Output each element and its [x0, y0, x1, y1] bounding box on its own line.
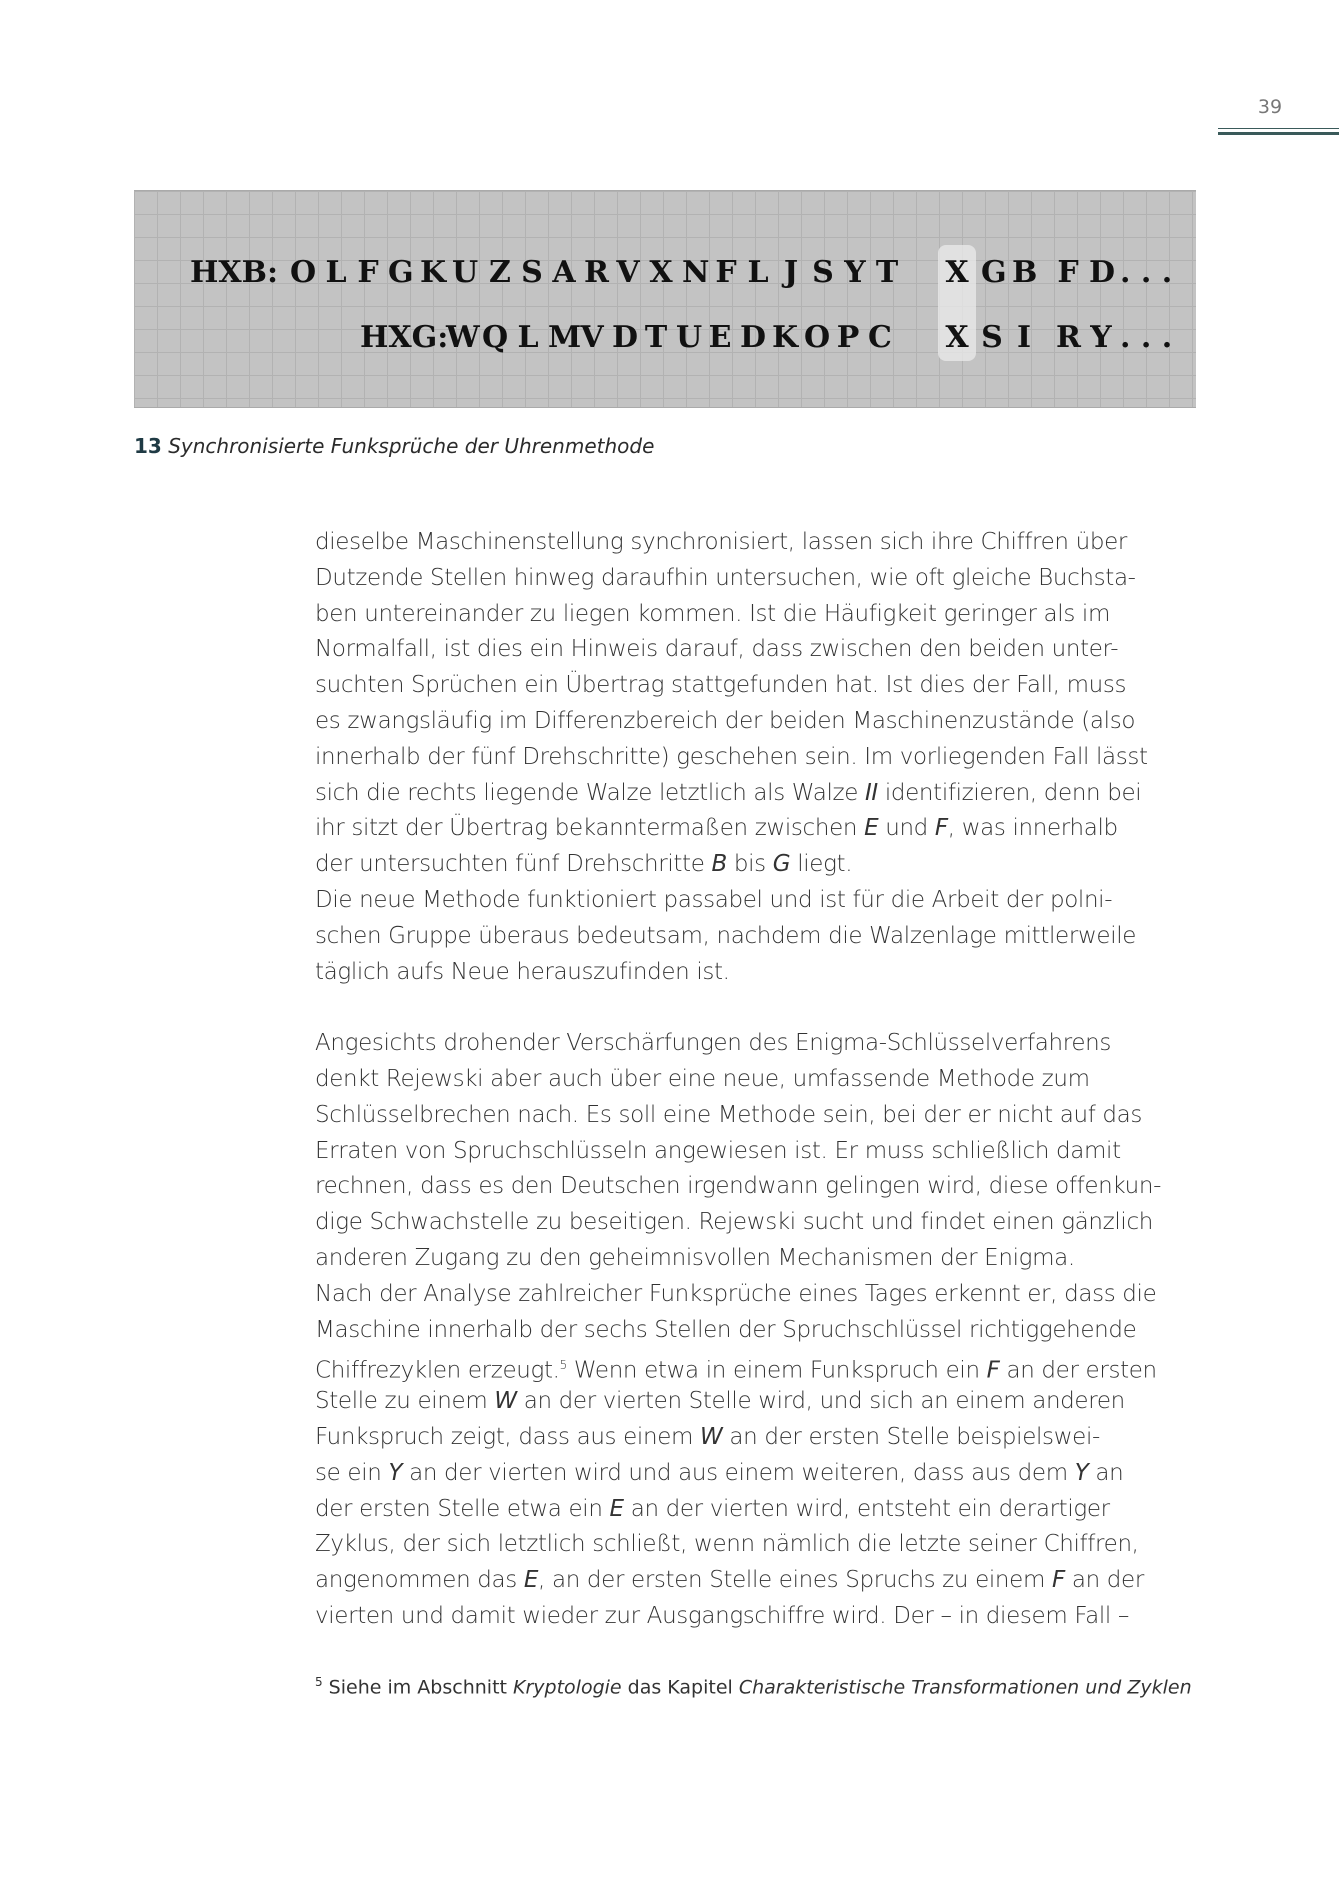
header-rule-thick [1218, 132, 1339, 135]
text-run: an der vierten wird, entsteht ein derartiger [623, 1495, 1110, 1522]
body-text [315, 525, 1215, 1635]
cipher-letter: V [616, 255, 640, 290]
text-line [315, 847, 1215, 883]
text-line: schen Gruppe überaus bedeutsam, nachdem die Walzenlage mittlerweile [315, 922, 1137, 949]
cipher-letter: J [783, 255, 799, 290]
text-line: vierten und damit wieder zur Ausgangschiffre wird. Der – in diesem Fall – [315, 1602, 1130, 1629]
cipher-letter: D [612, 320, 639, 355]
text-run: der ersten Stelle etwa ein [315, 1495, 610, 1522]
text-run: Chiffrezyklen erzeugt. [315, 1357, 560, 1384]
footnote-reference: 5 [559, 1358, 567, 1373]
italic-run: F [986, 1357, 1000, 1384]
text-line: Erraten von Spruchschlüsseln angewiesen ist. Er muss schließlich damit [315, 1137, 1121, 1164]
text-line: Die neue Methode funktioniert passabel und ist für die Arbeit der polni- [315, 886, 1113, 913]
cipher-letter: T [875, 255, 899, 290]
cipher-letter: Q [482, 320, 509, 355]
caption-title: Synchronisierte Funksprüche der Uhrenmethode [168, 434, 655, 458]
text-line: Zyklus, der sich letztlich schließt, wenn nämlich die letzte seiner Chiffren, [315, 1531, 1139, 1558]
paragraph-3 [315, 1026, 1215, 1277]
text-run: der untersuchten fünf Drehschritte [315, 851, 712, 878]
cipher-letter: P [836, 320, 860, 355]
italic-run: E [609, 1495, 624, 1522]
text-run: an der vierten wird und aus einem weiteren, dass aus dem [402, 1459, 1075, 1486]
footnote-text: das Kapitel [621, 1676, 739, 1699]
text-line [315, 1384, 1215, 1420]
italic-run: B [711, 851, 727, 878]
footnote-marker: 5 [315, 1675, 323, 1689]
text-run: , an der ersten Stelle eines Spruchs zu einem [538, 1567, 1052, 1594]
cipher-row-label: HXG: [360, 320, 449, 355]
text-line: dige Schwachstelle zu beseitigen. Rejewski sucht und findet einen gänzlich [315, 1209, 1153, 1236]
text-line [315, 1420, 1215, 1456]
cipher-letter: A [552, 255, 576, 290]
footnote-italic: Kryptologie [513, 1676, 622, 1699]
text-line: ben untereinander zu liegen kommen. Ist die Häufigkeit geringer als im [315, 600, 1111, 627]
cipher-letter: B [1012, 255, 1038, 290]
cipher-letter: . . . [1120, 255, 1173, 290]
text-run: angenommen das [315, 1567, 524, 1594]
cipher-letter: F [357, 255, 379, 290]
paragraph-gap [315, 990, 1215, 1026]
cipher-letter: F [715, 255, 737, 290]
footnote-italic: Charakteristische Transformationen und Zyklen [738, 1676, 1192, 1699]
cipher-letter: W [446, 320, 480, 355]
figure-caption [134, 434, 654, 458]
cipher-letter: R [1056, 320, 1081, 355]
text-line [315, 1348, 1215, 1384]
cipher-letter: L [747, 255, 769, 290]
text-run: bis [726, 851, 773, 878]
cipher-letter: M [548, 320, 582, 355]
text-run: liegt. [790, 851, 853, 878]
cipher-letter: S [812, 255, 834, 290]
text-run: identifizieren, denn bei [877, 779, 1142, 806]
text-line: denkt Rejewski aber auch über eine neue, umfassende Methode zum [315, 1065, 1090, 1092]
text-line: täglich aufs Neue herauszufinden ist. [315, 958, 730, 985]
cipher-letter: D [1089, 255, 1116, 290]
footnote-text: Siehe im Abschnitt [322, 1676, 514, 1699]
cipher-letter: U [452, 255, 479, 290]
cipher-letter: K [772, 320, 799, 355]
cipher-letter: T [644, 320, 668, 355]
text-run: und [878, 815, 935, 842]
text-line: Nach der Analyse zahlreicher Funksprüche eines Tages erkennt er, dass die [315, 1280, 1157, 1307]
text-line: es zwangsläufig im Differenzbereich der beiden Maschinenzustände (also [315, 707, 1136, 734]
cipher-letter: C [868, 320, 892, 355]
text-run: an der ersten Stelle beispielswei- [722, 1423, 1100, 1450]
text-line [315, 1492, 1215, 1528]
cipher-letter: Y [844, 255, 866, 290]
caption-number: 13 [134, 434, 162, 458]
page-number: 39 [1257, 96, 1283, 118]
cipher-letter: Z [489, 255, 511, 290]
cipher-letter: L [517, 320, 539, 355]
cipher-letter: L [325, 255, 347, 290]
footnote [315, 1675, 1192, 1698]
text-line: suchten Sprüchen ein Übertrag stattgefunden hat. Ist dies der Fall, muss [315, 672, 1127, 699]
cipher-letter: Y [1090, 320, 1112, 355]
paragraph-1 [315, 525, 1215, 883]
text-line: dieselbe Maschinenstellung synchronisiert, lassen sich ihre Chiffren über [315, 529, 1127, 555]
text-line [315, 776, 1215, 812]
text-line: Schlüsselbrechen nach. Es soll eine Methode sein, bei der er nicht auf das [315, 1101, 1143, 1128]
text-line: Normalfall, ist dies ein Hinweis darauf, dass zwischen den beiden unter- [315, 636, 1119, 663]
cipher-letter: U [676, 320, 703, 355]
cipher-letter: F [1057, 255, 1079, 290]
text-run: , was innerhalb [947, 815, 1118, 842]
cipher-letter: . . . [1120, 320, 1173, 355]
text-line: innerhalb der fünf Drehschritte) geschehen sein. Im vorliegenden Fall lässt [315, 743, 1148, 770]
cipher-letter: G [388, 255, 414, 290]
paragraph-2 [315, 883, 1215, 990]
italic-run: G [772, 851, 791, 878]
cipher-letter: X [945, 320, 969, 355]
cipher-letter: R [584, 255, 609, 290]
text-line: Angesichts drohender Verschärfungen des Enigma-Schlüsselverfahrens [315, 1030, 1112, 1057]
header-rule-thin [1218, 128, 1339, 129]
cipher-letter: V [580, 320, 604, 355]
text-line [315, 811, 1215, 847]
paragraph-4 [315, 1277, 1215, 1635]
text-run: sich die rechts liegende Walze letztlich als Walze [315, 779, 865, 806]
italic-run: Y [1074, 1459, 1089, 1486]
cipher-letter: E [708, 320, 732, 355]
text-run: an der ersten [999, 1357, 1157, 1384]
italic-run: W [494, 1388, 517, 1415]
cipher-letter: O [290, 255, 317, 290]
italic-run: Y [388, 1459, 403, 1486]
text-line [315, 1563, 1215, 1599]
cipher-letter: S [521, 255, 543, 290]
cipher-letter: S [981, 320, 1003, 355]
text-line: anderen Zugang zu den geheimnisvollen Mechanismen der Enigma. [315, 1244, 1075, 1271]
italic-run: F [1051, 1567, 1065, 1594]
text-run: Funkspruch zeigt, dass aus einem [315, 1423, 701, 1450]
text-line: Dutzende Stellen hinweg daraufhin untersuchen, wie oft gleiche Buchsta- [315, 564, 1136, 591]
italic-run: E [523, 1567, 539, 1594]
italic-run: W [700, 1423, 723, 1450]
cipher-letter: G [981, 255, 1007, 290]
text-line: Maschine innerhalb der sechs Stellen der Spruchschlüssel richtiggehende [315, 1316, 1137, 1343]
text-line [315, 1456, 1215, 1492]
cipher-letter: O [804, 320, 831, 355]
text-run: Stelle zu einem [315, 1388, 495, 1415]
text-run: ihr sitzt der Übertrag bekanntermaßen zwischen [315, 815, 865, 842]
italic-run: F [934, 815, 948, 842]
cipher-row-label: HXB: [190, 255, 279, 290]
text-run: an der vierten Stelle wird, und sich an einem anderen [516, 1388, 1125, 1415]
cipher-letter: X [945, 255, 969, 290]
cipher-letter: D [740, 320, 767, 355]
text-run: an [1088, 1459, 1124, 1486]
text-run: an der [1064, 1567, 1144, 1594]
cipher-figure [134, 190, 1196, 408]
cipher-letter: I [1016, 320, 1032, 355]
italic-run: E [864, 815, 879, 842]
italic-run: II [865, 779, 878, 806]
text-line: rechnen, dass es den Deutschen irgendwann gelingen wird, diese offenkun- [315, 1173, 1162, 1200]
cipher-letter: X [649, 255, 673, 290]
text-run: Wenn etwa in einem Funkspruch ein [566, 1357, 987, 1384]
cipher-letter: N [682, 255, 710, 290]
cipher-letter: K [420, 255, 447, 290]
text-run: se ein [315, 1459, 389, 1486]
